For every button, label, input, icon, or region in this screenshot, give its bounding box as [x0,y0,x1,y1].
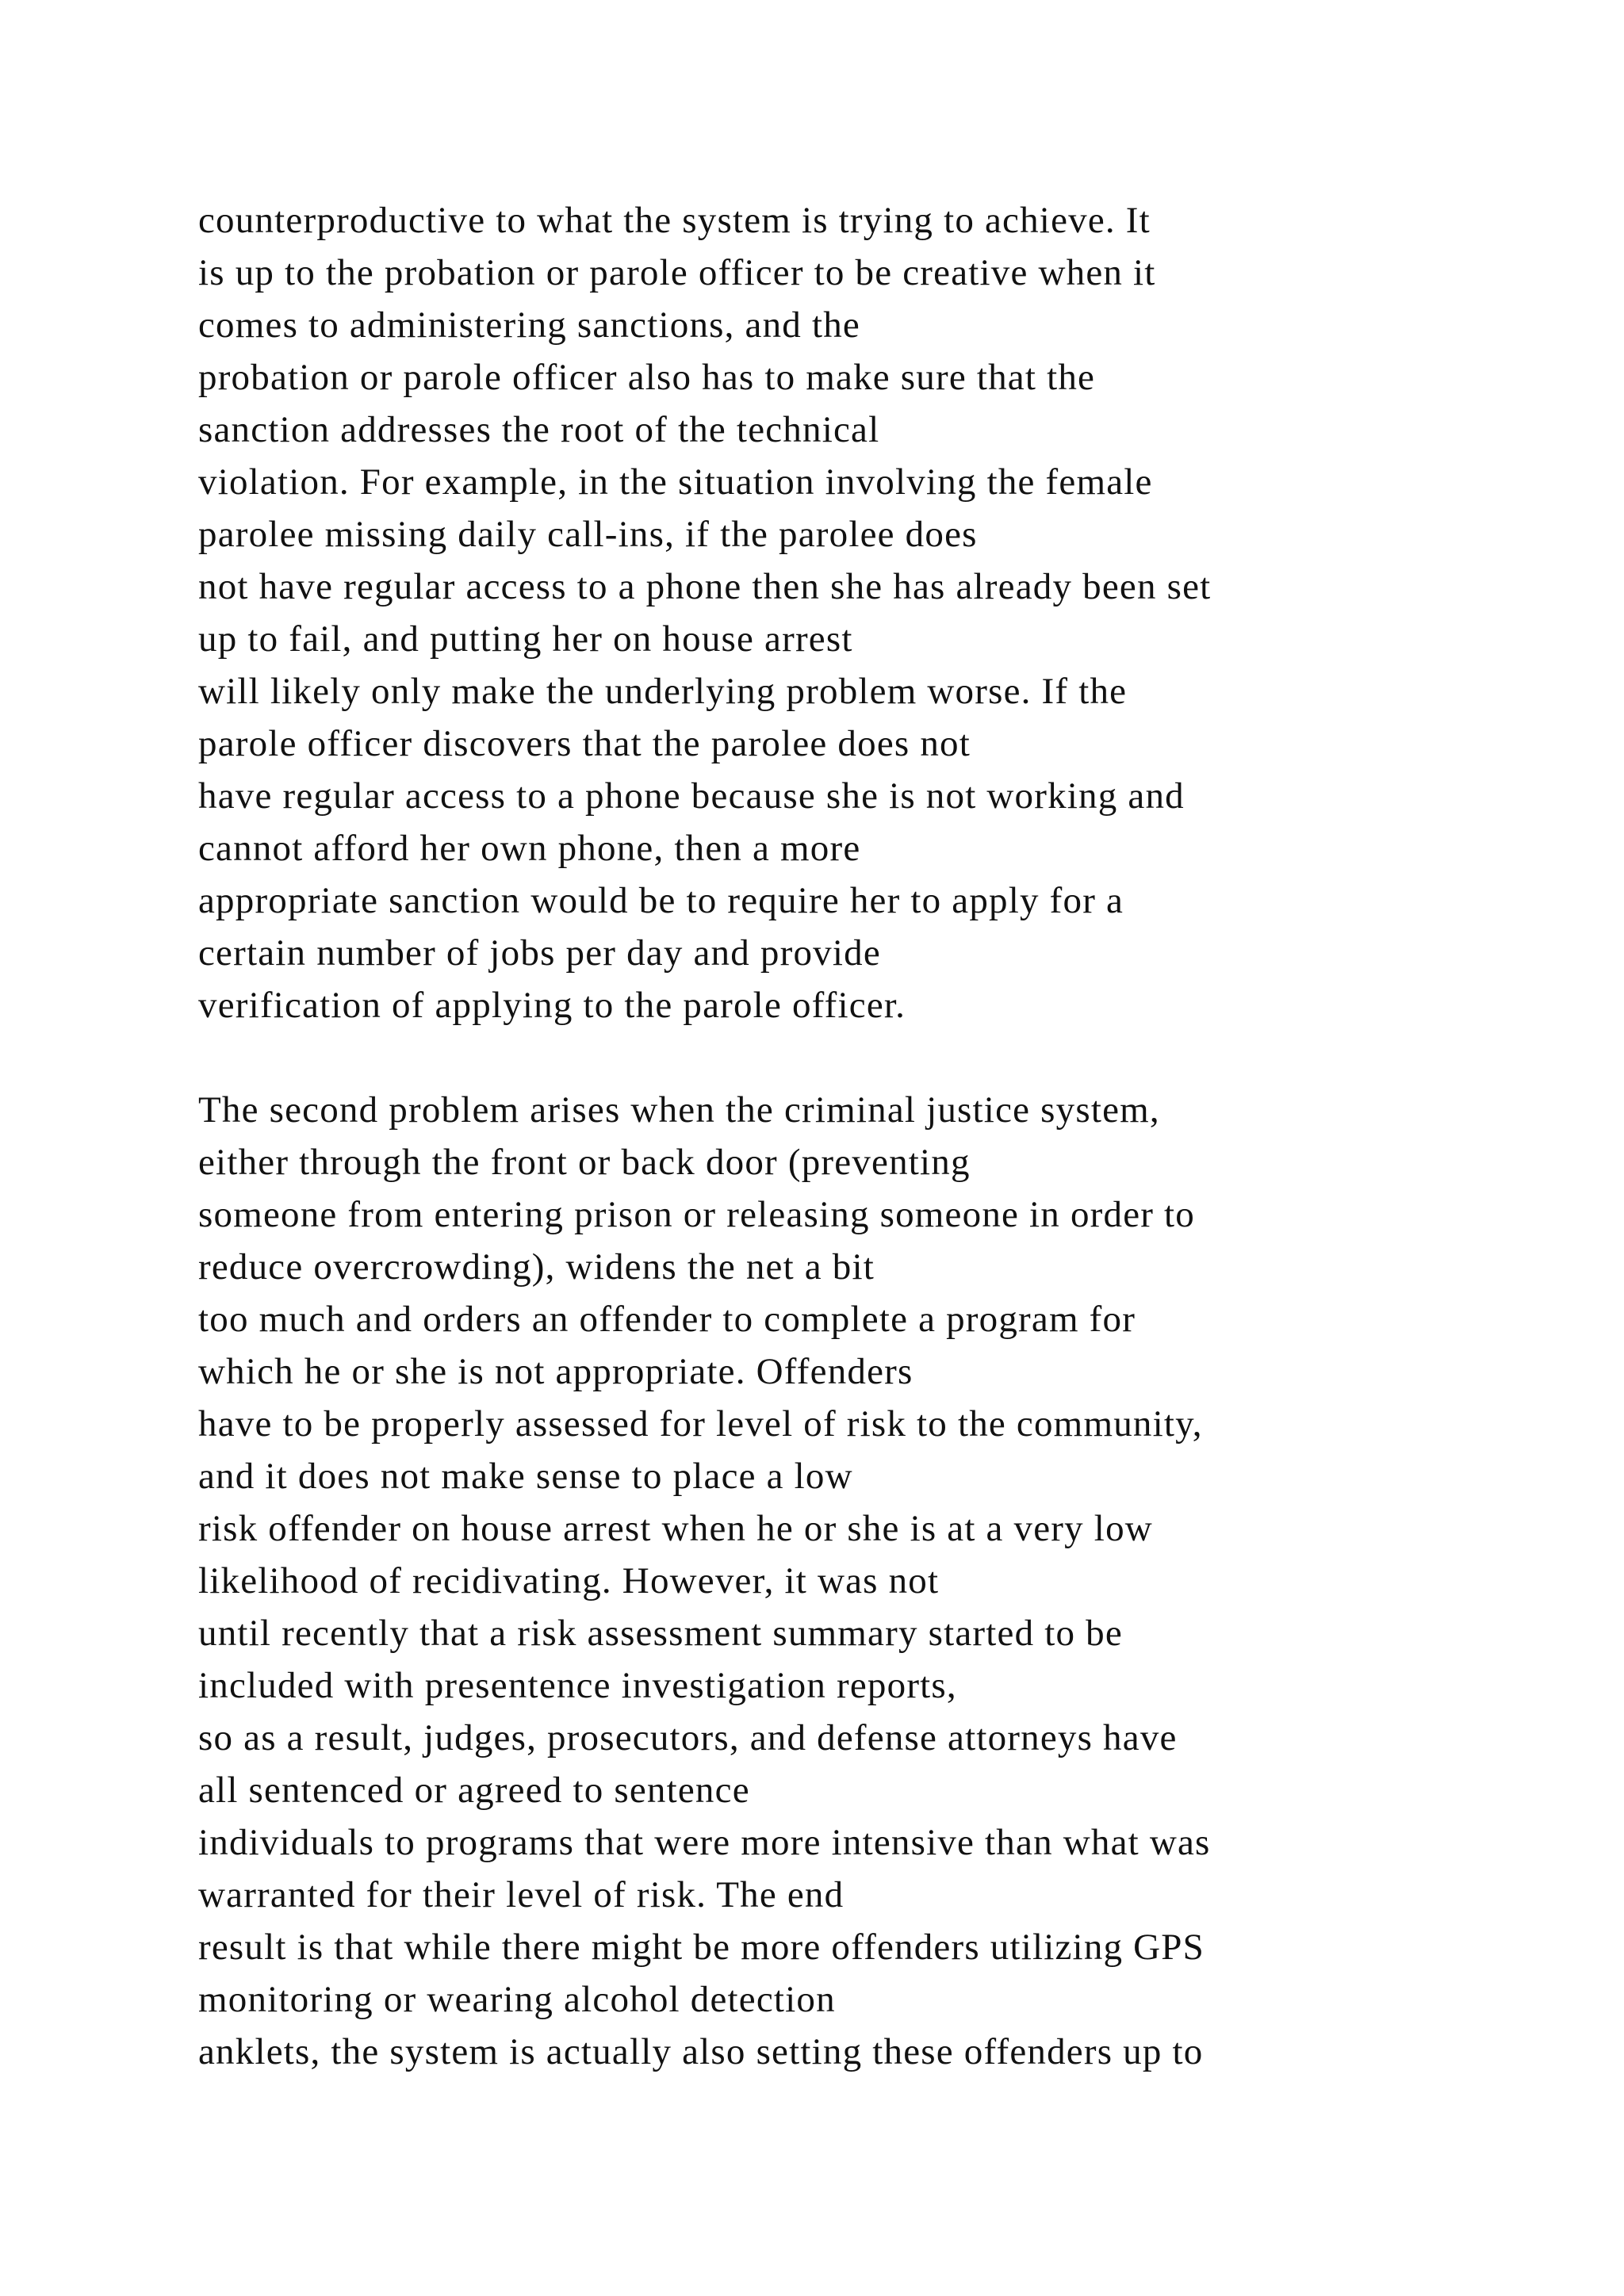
text-line: individuals to programs that were more intensive than what was [198,1822,1211,1863]
text-line: likelihood of recidivating. However, it was not [198,1560,940,1601]
paragraph-1 [198,194,1610,1031]
text-line: reduce overcrowding), widens the net a bit [198,1246,875,1288]
text-line: will likely only make the underlying problem worse. If the [198,671,1128,712]
text-line: have to be properly assessed for level of risk to the community, [198,1403,1203,1445]
text-line: so as a result, judges, prosecutors, and defense attorneys have [198,1717,1178,1758]
text-line: counterproductive to what the system is trying to achieve. It [198,200,1151,241]
document-body [198,194,1610,2078]
text-line: which he or she is not appropriate. Offenders [198,1351,914,1392]
text-line: appropriate sanction would be to require her to apply for a [198,880,1124,921]
text-line: probation or parole officer also has to make sure that the [198,357,1096,398]
text-line: have regular access to a phone because she is not working and [198,775,1185,817]
text-line: either through the front or back door (preventing [198,1142,971,1183]
text-line: someone from entering prison or releasing someone in order to [198,1194,1196,1235]
text-line: is up to the probation or parole officer to be creative when it [198,252,1156,293]
text-line: warranted for their level of risk. The end [198,1874,845,1915]
text-line: The second problem arises when the criminal justice system, [198,1089,1160,1131]
text-line: result is that while there might be more offenders utilizing GPS [198,1927,1205,1968]
text-line: monitoring or wearing alcohol detection [198,1979,836,2020]
text-line: up to fail, and putting her on house arrest [198,618,853,660]
paragraph-2 [198,1084,1610,2078]
text-line: sanction addresses the root of the technical [198,409,880,450]
text-line: parolee missing daily call-ins, if the parolee does [198,514,978,555]
text-line: certain number of jobs per day and provide [198,932,881,974]
text-line: all sentenced or agreed to sentence [198,1770,750,1811]
text-line: risk offender on house arrest when he or she is at a very low [198,1508,1153,1549]
text-line: cannot afford her own phone, then a more [198,828,861,869]
text-line: verification of applying to the parole officer. [198,985,906,1026]
text-line: included with presentence investigation reports, [198,1665,957,1706]
paragraph-gap [198,1031,1610,1084]
text-line: not have regular access to a phone then she has already been set [198,566,1212,607]
text-line: parole officer discovers that the parolee does not [198,723,971,764]
text-line: and it does not make sense to place a low [198,1456,853,1497]
text-line: anklets, the system is actually also setting these offenders up to [198,2031,1204,2072]
text-line: until recently that a risk assessment summary started to be [198,1613,1123,1654]
text-line: too much and orders an offender to complete a program for [198,1299,1136,1340]
text-line: comes to administering sanctions, and the [198,304,860,346]
text-line: violation. For example, in the situation involving the female [198,461,1153,503]
